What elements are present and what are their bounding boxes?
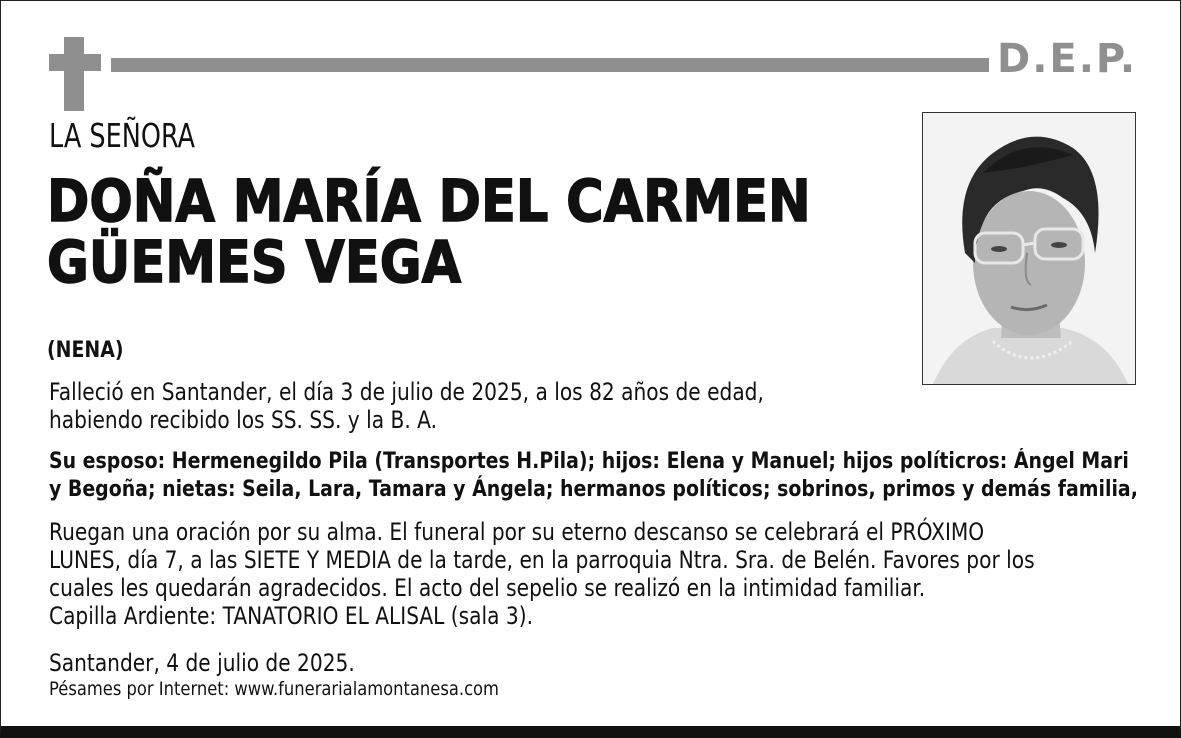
place-date: Santander, 4 de julio de 2025. (49, 649, 355, 677)
death-notice (49, 378, 764, 434)
death-notice-line: habiendo recibido los SS. SS. y la B. A. (49, 406, 437, 434)
request-line: Capilla Ardiente: TANATORIO EL ALISAL (sala 3). (49, 602, 533, 630)
family-list (49, 448, 1138, 504)
nickname: (NENA) (47, 338, 124, 363)
deceased-photo (922, 112, 1136, 385)
request-line: LUNES, día 7, a las SIETE Y MEDIA de la tarde, en la parroquia Ntra. Sra. de Belén. Favores por los (49, 546, 1035, 574)
condolences-link[interactable]: Pésames por Internet: www.funerarialamontanesa.com (49, 678, 499, 700)
deceased-name (47, 167, 811, 297)
family-line: y Begoña; nietas: Seila, Lara, Tamara y Ángela; hermanos políticos; sobrinos, primos y demás familia, (49, 477, 1138, 502)
header-rule (111, 58, 989, 72)
request-line: cuales les quedarán agradecidos. El acto del sepelio se realizó en la intimidad familiar. (49, 574, 926, 602)
request-line: Ruegan una oración por su alma. El funeral por su eterno descanso se celebrará el PRÓXIMO (49, 518, 985, 546)
cross-icon (49, 37, 101, 111)
title-prefix: LA SEÑORA (49, 116, 196, 155)
family-line: Su esposo: Hermenegildo Pila (Transportes H.Pila); hijos: Elena y Manuel; hijos políticros: Ángel Mari (49, 449, 1129, 474)
name-line: GÜEMES VEGA (47, 228, 462, 297)
portrait-image (923, 113, 1135, 384)
name-line: DOÑA MARÍA DEL CARMEN (47, 167, 811, 235)
dep-label: D.E.P. (997, 36, 1138, 82)
death-notice-line: Falleció en Santander, el día 3 de julio de 2025, a los 82 años de edad, (49, 378, 764, 406)
funeral-request (49, 518, 1035, 630)
